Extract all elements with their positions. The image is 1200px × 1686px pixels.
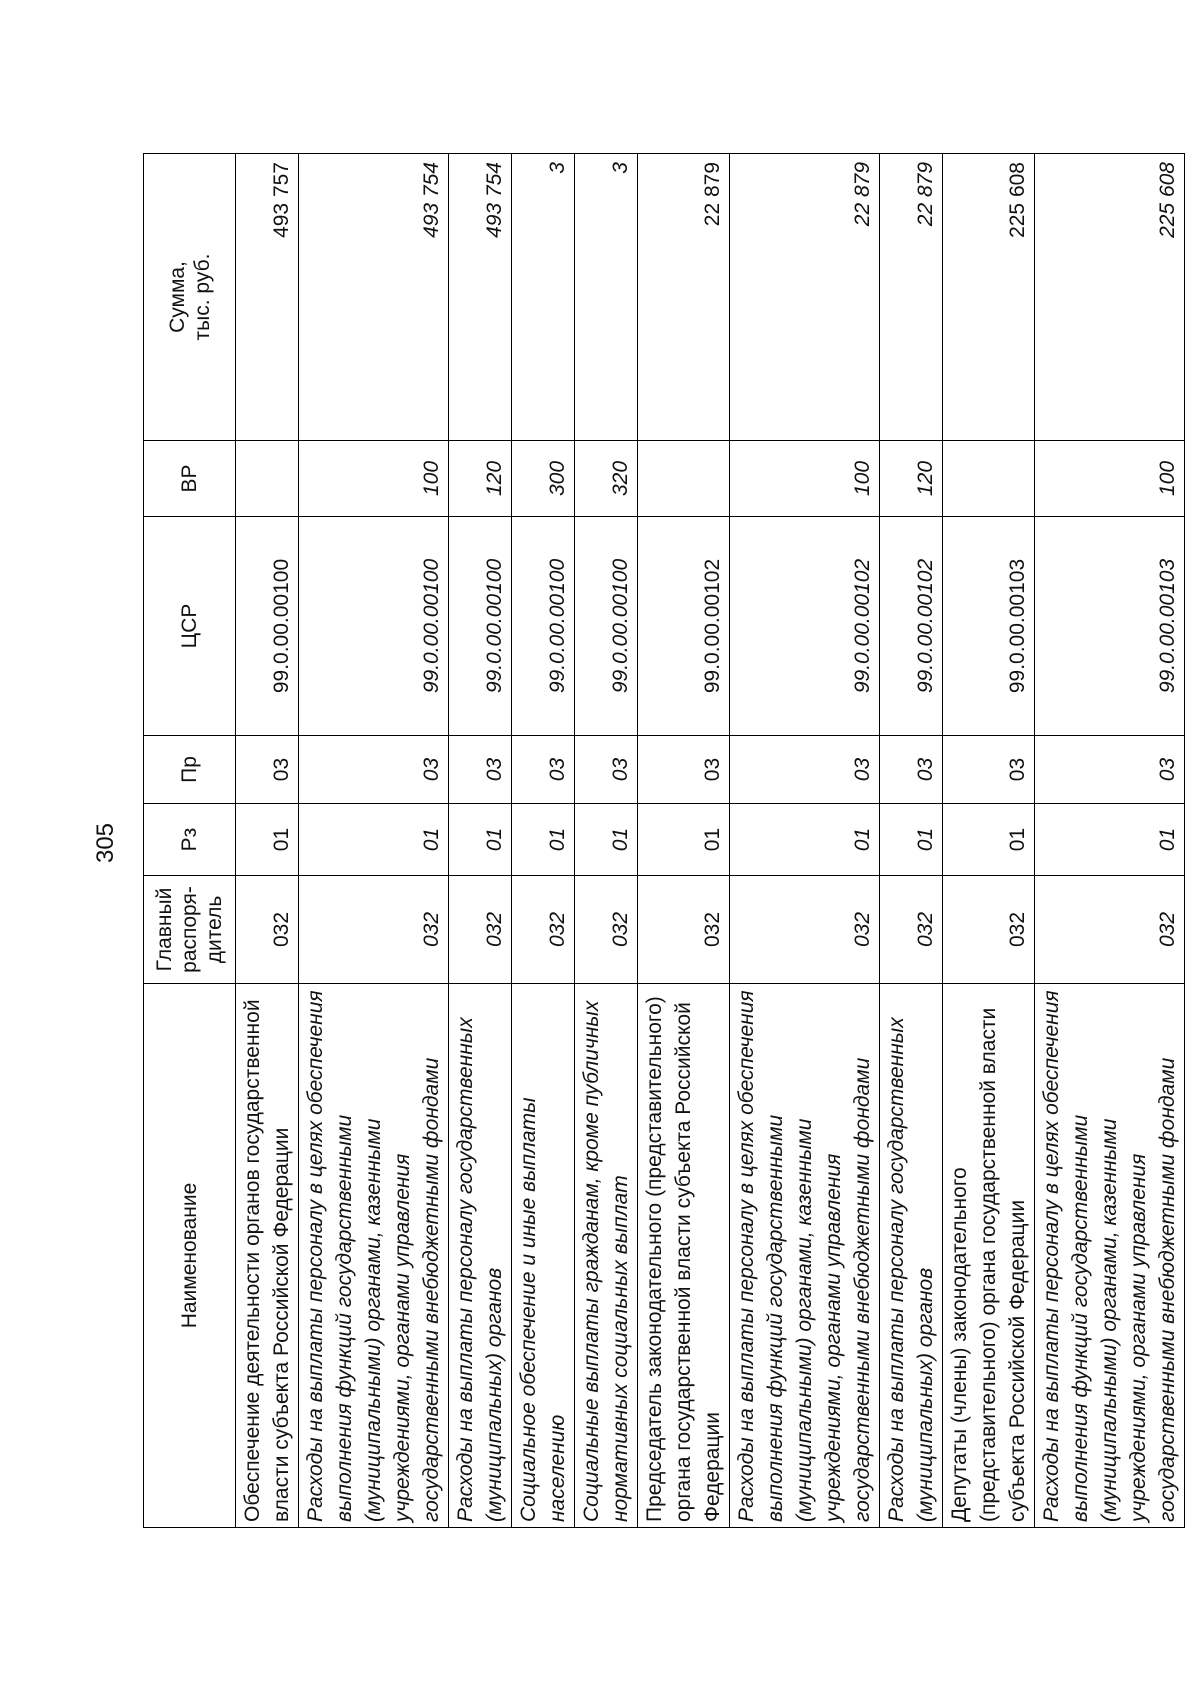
cell-name: Расходы на выплаты персоналу государственных (муниципальных) органов [880,984,943,1528]
cell-rz: 01 [512,804,575,876]
table-row [575,154,638,1528]
cell-vr [943,441,1035,517]
cell-glavny: 032 [299,876,449,984]
cell-pr: 03 [575,736,638,804]
table-row [880,154,943,1528]
table-row [299,154,449,1528]
cell-sum: 3 [575,154,638,441]
page-number: 305 [92,822,120,864]
cell-rz: 01 [299,804,449,876]
cell-sum: 3 [512,154,575,441]
cell-pr: 03 [730,736,880,804]
cell-name: Расходы на выплаты персоналу в целях обеспечения выполнения функций государственными (муниципальными) органами, казенными учреждениями, органами управления государственными внебюджетными фондами [1035,984,1185,1528]
cell-rz: 01 [638,804,730,876]
cell-glavny: 032 [880,876,943,984]
cell-glavny: 032 [512,876,575,984]
cell-sum: 225 608 [1035,154,1185,441]
cell-sum: 22 879 [880,154,943,441]
cell-rz: 01 [943,804,1035,876]
table-row [236,154,299,1528]
cell-glavny: 032 [575,876,638,984]
cell-pr: 03 [236,736,299,804]
cell-rz: 01 [449,804,512,876]
cell-vr [638,441,730,517]
cell-sum: 225 608 [943,154,1035,441]
cell-glavny: 032 [943,876,1035,984]
header-rz: Рз [144,804,236,876]
cell-csr: 99.0.00.00100 [512,517,575,736]
cell-vr: 320 [575,441,638,517]
cell-sum: 22 879 [638,154,730,441]
cell-pr: 03 [299,736,449,804]
cell-rz: 01 [880,804,943,876]
cell-pr: 03 [512,736,575,804]
cell-pr: 03 [449,736,512,804]
header-csr: ЦСР [144,517,236,736]
cell-name: Социальные выплаты гражданам, кроме публичных нормативных социальных выплат [575,984,638,1528]
header-vr: ВР [144,441,236,517]
cell-vr [236,441,299,517]
cell-rz: 01 [1035,804,1185,876]
cell-rz: 01 [730,804,880,876]
table-header-row [144,154,236,1528]
table-row [1035,154,1185,1528]
cell-glavny: 032 [638,876,730,984]
header-sum: Сумма, тыс. руб. [144,154,236,441]
table-row [449,154,512,1528]
cell-vr: 120 [449,441,512,517]
cell-rz: 01 [575,804,638,876]
cell-csr: 99.0.00.00100 [449,517,512,736]
cell-glavny: 032 [730,876,880,984]
cell-csr: 99.0.00.00100 [236,517,299,736]
table-row [512,154,575,1528]
table-row [730,154,880,1528]
cell-sum: 493 757 [236,154,299,441]
cell-name: Председатель законодательного (представительного) органа государственной власти субъекта Российской Федерации [638,984,730,1528]
cell-vr: 300 [512,441,575,517]
cell-sum: 493 754 [299,154,449,441]
cell-pr: 03 [638,736,730,804]
table-row [638,154,730,1528]
cell-name: Социальное обеспечение и иные выплаты населению [512,984,575,1528]
header-name: Наименование [144,984,236,1528]
cell-rz: 01 [236,804,299,876]
cell-csr: 99.0.00.00100 [575,517,638,736]
cell-name: Депутаты (члены) законодательного (представительного) органа государственной власти субъекта Российской Федерации [943,984,1035,1528]
budget-table [143,153,1185,1528]
cell-csr: 99.0.00.00100 [299,517,449,736]
cell-csr: 99.0.00.00103 [1035,517,1185,736]
cell-name: Расходы на выплаты персоналу в целях обеспечения выполнения функций государственными (муниципальными) органами, казенными учреждениями, органами управления государственными внебюджетными фондами [730,984,880,1528]
cell-glavny: 032 [449,876,512,984]
cell-csr: 99.0.00.00102 [880,517,943,736]
header-pr: Пр [144,736,236,804]
header-glavny: Главный распоря- дитель [144,876,236,984]
cell-vr: 100 [1035,441,1185,517]
cell-glavny: 032 [236,876,299,984]
cell-vr: 120 [880,441,943,517]
cell-csr: 99.0.00.00102 [638,517,730,736]
cell-pr: 03 [1035,736,1185,804]
cell-name: Расходы на выплаты персоналу государственных (муниципальных) органов [449,984,512,1528]
cell-sum: 493 754 [449,154,512,441]
cell-csr: 99.0.00.00103 [943,517,1035,736]
cell-glavny: 032 [1035,876,1185,984]
cell-name: Обеспечение деятельности органов государственной власти субъекта Российской Федерации [236,984,299,1528]
cell-csr: 99.0.00.00102 [730,517,880,736]
cell-pr: 03 [880,736,943,804]
cell-pr: 03 [943,736,1035,804]
budget-table-container [143,154,1179,1528]
table-row [943,154,1035,1528]
cell-vr: 100 [730,441,880,517]
cell-name: Расходы на выплаты персоналу в целях обеспечения выполнения функций государственными (муниципальными) органами, казенными учреждениями, органами управления государственными внебюджетными фондами [299,984,449,1528]
cell-vr: 100 [299,441,449,517]
cell-sum: 22 879 [730,154,880,441]
